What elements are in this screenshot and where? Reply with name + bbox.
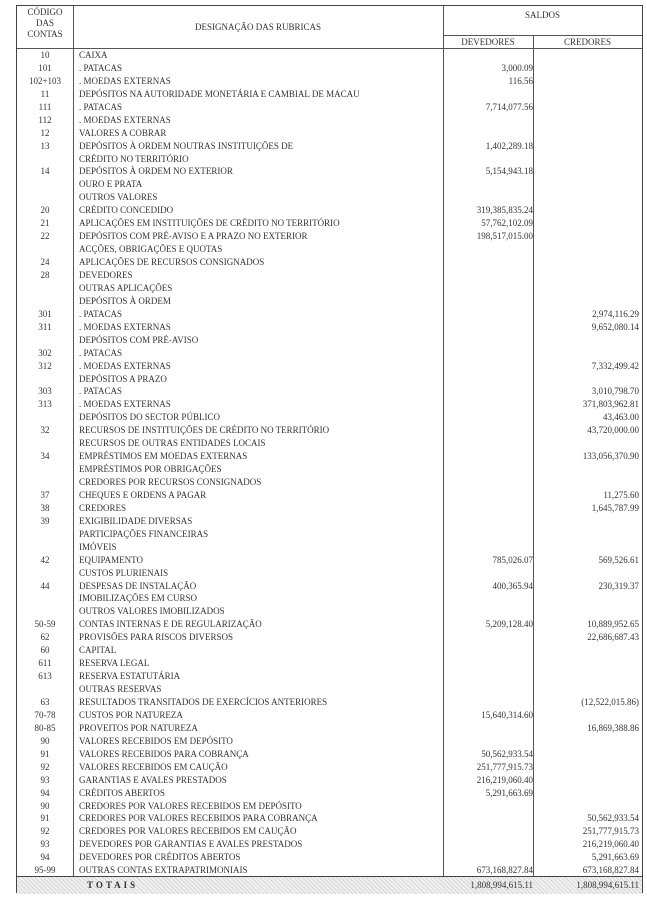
account-code: 92 [40, 761, 50, 772]
account-code: 38 [40, 502, 50, 513]
table-row [17, 204, 642, 217]
account-designation: APLICAÇÕES DE RECURSOS CONSIGNADOS [79, 257, 265, 268]
debit-balance: 1,402,289.18 [485, 140, 533, 151]
account-designation: CREDORES POR RECURSOS CONSIGNADOS [79, 477, 262, 488]
account-code: 14 [40, 166, 50, 177]
account-code: 303 [38, 386, 52, 397]
table-row [17, 411, 642, 424]
account-designation: PROVISÕES PARA RISCOS DIVERSOS [79, 632, 233, 643]
account-code: 90 [40, 735, 50, 746]
table-row [17, 670, 642, 683]
account-designation: DESPESAS DE INSTALAÇÃO [79, 580, 197, 591]
table-row [17, 683, 642, 696]
table-row [17, 49, 642, 62]
table-row [17, 308, 642, 321]
account-designation: OUTRAS RESERVAS [79, 684, 162, 695]
debit-balance: 15,640,314.60 [481, 709, 533, 720]
debit-balance: 116.56 [508, 75, 533, 86]
account-code: 21 [40, 218, 50, 229]
account-designation: ACÇÕES, OBRIGAÇÕES E QUOTAS [79, 244, 223, 255]
account-designation: OUTRAS CONTAS EXTRAPATRIMONIAIS [79, 865, 248, 876]
table-row [17, 437, 642, 450]
table-row [17, 191, 642, 204]
debit-balance: 5,154,943.18 [485, 166, 533, 177]
credit-balance: 3,010,798.70 [591, 386, 639, 397]
account-code: 613 [38, 671, 52, 682]
account-code: 63 [40, 697, 50, 707]
balance-table [16, 5, 643, 893]
table-row [17, 605, 642, 618]
credit-balance: 569,526.61 [598, 554, 639, 565]
totals-row [17, 876, 642, 894]
account-designation: DEPÓSITOS DO SECTOR PÚBLICO [79, 412, 220, 423]
account-designation: RESERVA LEGAL [79, 658, 150, 669]
account-code: 42 [40, 554, 50, 565]
account-code: 94 [40, 787, 50, 798]
account-code: 102+103 [28, 75, 62, 86]
account-code: 12 [40, 127, 50, 138]
account-code: 80-85 [34, 722, 56, 733]
table-row [17, 114, 642, 127]
account-code: 94 [40, 852, 50, 863]
table-row [17, 580, 642, 593]
account-code: 91 [40, 748, 50, 759]
account-designation: OUTRAS APLICAÇÕES [79, 282, 173, 293]
table-row [17, 567, 642, 580]
table-row [17, 592, 642, 605]
credit-balance: 43,463.00 [603, 412, 639, 423]
account-designation: DEPÓSITOS À ORDEM NO EXTERIOR [79, 166, 233, 177]
credit-balance: 5,291,663.69 [591, 852, 639, 863]
account-designation: OUTROS VALORES [79, 192, 158, 203]
account-code: 62 [40, 632, 50, 643]
table-row [17, 618, 642, 631]
debit-balance: 216,219,060.40 [476, 774, 533, 785]
account-designation: CREDORES POR VALORES RECEBIDOS EM CAUÇÃO [79, 826, 297, 837]
credit-balance: 1,645,787.99 [591, 502, 639, 513]
header-code-line1: CÓDIGO [27, 7, 63, 17]
account-designation: OUTROS VALORES IMOBILIZADOS [79, 606, 225, 617]
table-row [17, 256, 642, 269]
credit-balance: 11,275.60 [603, 489, 639, 500]
totals-label: TOTAIS [87, 880, 139, 890]
header-code [17, 7, 73, 40]
account-code: 91 [40, 813, 50, 824]
account-designation: PARTICIPAÇÕES FINANCEIRAS [79, 528, 209, 539]
credit-balance: 7,332,499.42 [591, 360, 639, 371]
account-designation: . MOEDAS EXTERNAS [79, 399, 171, 410]
table-row [17, 825, 642, 838]
account-designation: . PATACAS [79, 386, 122, 397]
debit-balance: 7,714,077.56 [485, 101, 533, 112]
totals-devedores: 1,808,994,615.11 [470, 880, 533, 890]
table-row [17, 774, 642, 787]
debit-balance: 785,026.07 [492, 554, 533, 565]
account-code: 112 [38, 114, 52, 125]
debit-balance: 5,291,663.69 [485, 787, 533, 798]
table-row [17, 424, 642, 437]
account-code: 92 [40, 826, 50, 837]
account-designation: CRÉDITO CONCEDIDO [79, 205, 174, 216]
account-code: 70-78 [34, 709, 56, 720]
account-designation: OURO E PRATA [79, 179, 143, 190]
account-code: 10 [40, 50, 50, 60]
totals-credores: 1,808,994,615.11 [576, 880, 639, 890]
account-code: 32 [40, 425, 50, 436]
account-designation: CAIXA [79, 50, 108, 60]
table-row [17, 334, 642, 347]
account-designation: DEPÓSITOS À ORDEM NOUTRAS INSTITUIÇÕES DE [79, 140, 294, 151]
account-code: 28 [40, 269, 50, 280]
credit-balance: 22,686,687.43 [587, 632, 639, 643]
account-code: 101 [38, 62, 52, 73]
account-code: 60 [40, 645, 50, 656]
account-designation: DEPÓSITOS NA AUTORIDADE MONETÁRIA E CAMBIAL DE MACAU [79, 88, 360, 99]
account-designation: RECURSOS DE INSTITUIÇÕES DE CRÉDITO NO TERRITÓRIO [79, 425, 330, 436]
header-divider [443, 35, 642, 36]
account-designation: DEPÓSITOS À ORDEM [79, 295, 171, 306]
account-code: 611 [38, 658, 52, 669]
table-row [17, 127, 642, 140]
account-code: 11 [40, 88, 50, 99]
table-row [17, 230, 642, 243]
table-row [17, 450, 642, 463]
table-row [17, 347, 642, 360]
table-row [17, 153, 642, 166]
credit-balance: 2,974,116.29 [592, 308, 639, 319]
debit-balance: 5,209,128.40 [485, 619, 533, 630]
credit-balance: 251,777,915.73 [582, 826, 639, 837]
account-designation: . PATACAS [79, 347, 122, 358]
account-designation: IMOBILIZAÇÕES EM CURSO [79, 593, 198, 604]
debit-balance: 319,385,835.24 [476, 205, 533, 216]
account-designation: CUSTOS POR NATUREZA [79, 709, 183, 720]
debit-balance: 57,762,102.09 [481, 218, 533, 229]
credit-balance: 43,720,000.00 [587, 425, 639, 436]
account-designation: EXIGIBILIDADE DIVERSAS [79, 515, 193, 526]
table-row [17, 515, 642, 528]
account-designation: CRÉDITO NO TERRITÓRIO [79, 153, 189, 164]
account-code: 301 [38, 308, 52, 319]
credit-balance: 16,869,388.86 [587, 722, 639, 733]
table-row [17, 541, 642, 554]
account-code: 312 [38, 360, 52, 371]
table-row [17, 217, 642, 230]
account-designation: . PATACAS [79, 101, 122, 112]
table-row [17, 657, 642, 670]
account-code: 50-59 [34, 619, 56, 630]
account-code: 44 [40, 580, 50, 591]
table-row [17, 554, 642, 567]
header-devedores: DEVEDORES [461, 37, 515, 47]
debit-balance: 673,168,827.84 [476, 865, 533, 876]
account-designation: . PATACAS [79, 62, 122, 73]
account-designation: PROVEITOS POR NATUREZA [79, 722, 198, 733]
table-row [17, 696, 642, 709]
table-row [17, 528, 642, 541]
debit-balance: 198,517,015.00 [476, 231, 533, 242]
account-designation: CAPITAL [79, 645, 117, 656]
account-code: 37 [40, 489, 50, 500]
account-designation: DEPÓSITOS COM PRÉ-AVISO [79, 334, 199, 345]
account-designation: VALORES A COBRAR [79, 127, 167, 138]
table-row [17, 735, 642, 748]
table-row [17, 178, 642, 191]
account-designation: CUSTOS PLURIENAIS [79, 567, 169, 578]
account-designation: . MOEDAS EXTERNAS [79, 321, 171, 332]
credit-balance: 10,889,952.65 [587, 619, 639, 630]
account-code: 302 [38, 347, 52, 358]
account-code: 22 [40, 231, 50, 242]
debit-balance: 3,000.09 [501, 62, 533, 73]
account-designation: RESULTADOS TRANSITADOS DE EXERCÍCIOS ANTERIORES [79, 697, 328, 707]
table-row [17, 476, 642, 489]
account-designation: DEPÓSITOS A PRAZO [79, 373, 167, 384]
account-code: 34 [40, 451, 50, 462]
account-designation: . MOEDAS EXTERNAS [79, 114, 171, 125]
table-row [17, 243, 642, 256]
account-designation: VALORES RECEBIDOS EM DEPÓSITO [79, 735, 233, 746]
account-designation: RESERVA ESTATUTÁRIA [79, 671, 181, 682]
account-designation: APLICAÇÕES EM INSTITUIÇÕES DE CRÉDITO NO TERRITÓRIO [79, 218, 340, 229]
account-designation: CREDORES POR VALORES RECEBIDOS PARA COBRANÇA [79, 813, 318, 824]
table-row [17, 282, 642, 295]
table-row [17, 140, 642, 153]
account-code: 13 [40, 140, 50, 151]
account-code: 311 [38, 321, 52, 332]
table-row [17, 360, 642, 373]
account-designation: . MOEDAS EXTERNAS [79, 75, 171, 86]
account-designation: . PATACAS [79, 308, 122, 319]
account-code: 111 [38, 101, 52, 112]
credit-balance: 216,219,060.40 [582, 839, 639, 850]
credit-balance: (12,522,015.86) [581, 697, 639, 707]
account-code: 93 [40, 774, 50, 785]
account-designation: DEVEDORES POR GARANTIAS E AVALES PRESTADOS [79, 839, 303, 850]
credit-balance: 9,652,080.14 [591, 321, 639, 332]
account-designation: . MOEDAS EXTERNAS [79, 360, 171, 371]
account-designation: IMÓVEIS [79, 541, 117, 552]
account-code: 24 [40, 257, 50, 268]
table-row [17, 88, 642, 101]
debit-balance: 251,777,915.73 [476, 761, 533, 772]
table-row [17, 709, 642, 722]
account-designation: GARANTIAS E AVALES PRESTADOS [79, 774, 227, 785]
header-code-line3: CONTAS [27, 29, 63, 39]
account-designation: CHEQUES E ORDENS A PAGAR [79, 489, 207, 500]
table-row [17, 269, 642, 282]
credit-balance: 50,562,933.54 [587, 813, 639, 824]
debit-balance: 50,562,933.54 [481, 748, 533, 759]
account-designation: VALORES RECEBIDOS EM CAUÇÃO [79, 761, 228, 772]
account-designation: CREDORES [79, 502, 127, 513]
table-row [17, 463, 642, 476]
table-row [17, 631, 642, 644]
credit-balance: 371,803,962.81 [582, 399, 639, 410]
table-row [17, 295, 642, 308]
table-row [17, 398, 642, 411]
table-row [17, 787, 642, 800]
account-designation: EMPRÉSTIMOS EM MOEDAS EXTERNAS [79, 451, 248, 462]
table-row [17, 165, 642, 178]
account-designation: CRÉDITOS ABERTOS [79, 787, 165, 798]
table-row [17, 800, 642, 813]
credit-balance: 230,319.37 [598, 580, 639, 591]
table-row [17, 62, 642, 75]
table-row [17, 838, 642, 851]
account-code: 39 [40, 515, 50, 526]
account-code: 93 [40, 839, 50, 850]
header-credores: CREDORES [563, 37, 611, 47]
credit-balance: 133,056,370.90 [582, 451, 639, 462]
header-designation: DESIGNAÇÃO DAS RUBRICAS [194, 22, 322, 32]
header-code-line2: DAS [35, 18, 54, 28]
account-designation: DEVEDORES [79, 269, 133, 280]
table-row [17, 101, 642, 114]
table-row [17, 851, 642, 864]
table-row [17, 373, 642, 386]
table-row [17, 385, 642, 398]
account-code: 95-99 [34, 865, 56, 876]
table-row [17, 761, 642, 774]
account-code: 313 [38, 399, 52, 410]
credit-balance: 673,168,827.84 [582, 865, 639, 876]
account-designation: CONTAS INTERNAS E DE REGULARIZAÇÃO [79, 619, 262, 630]
account-code: 20 [40, 205, 50, 216]
table-row [17, 748, 642, 761]
table-row [17, 489, 642, 502]
account-code: 90 [40, 800, 50, 811]
debit-balance: 400,365.94 [492, 580, 533, 591]
account-designation: CREDORES POR VALORES RECEBIDOS EM DEPÓSITO [79, 800, 302, 811]
header-saldos: SALDOS [524, 10, 560, 20]
table-row [17, 321, 642, 334]
account-designation: EQUIPAMENTO [79, 554, 144, 565]
account-designation: RECURSOS DE OUTRAS ENTIDADES LOCAIS [79, 438, 266, 449]
table-row [17, 75, 642, 88]
account-designation: EMPRÉSTIMOS POR OBRIGAÇÕES [79, 464, 222, 475]
account-designation: VALORES RECEBIDOS PARA COBRANÇA [79, 748, 249, 759]
table-row [17, 812, 642, 825]
account-designation: DEPÓSITOS COM PRÉ-AVISO E A PRAZO NO EXTERIOR [79, 231, 308, 242]
table-row [17, 722, 642, 735]
account-designation: DEVEDORES POR CRÉDITOS ABERTOS [79, 852, 241, 863]
table-row [17, 502, 642, 515]
table-row [17, 644, 642, 657]
